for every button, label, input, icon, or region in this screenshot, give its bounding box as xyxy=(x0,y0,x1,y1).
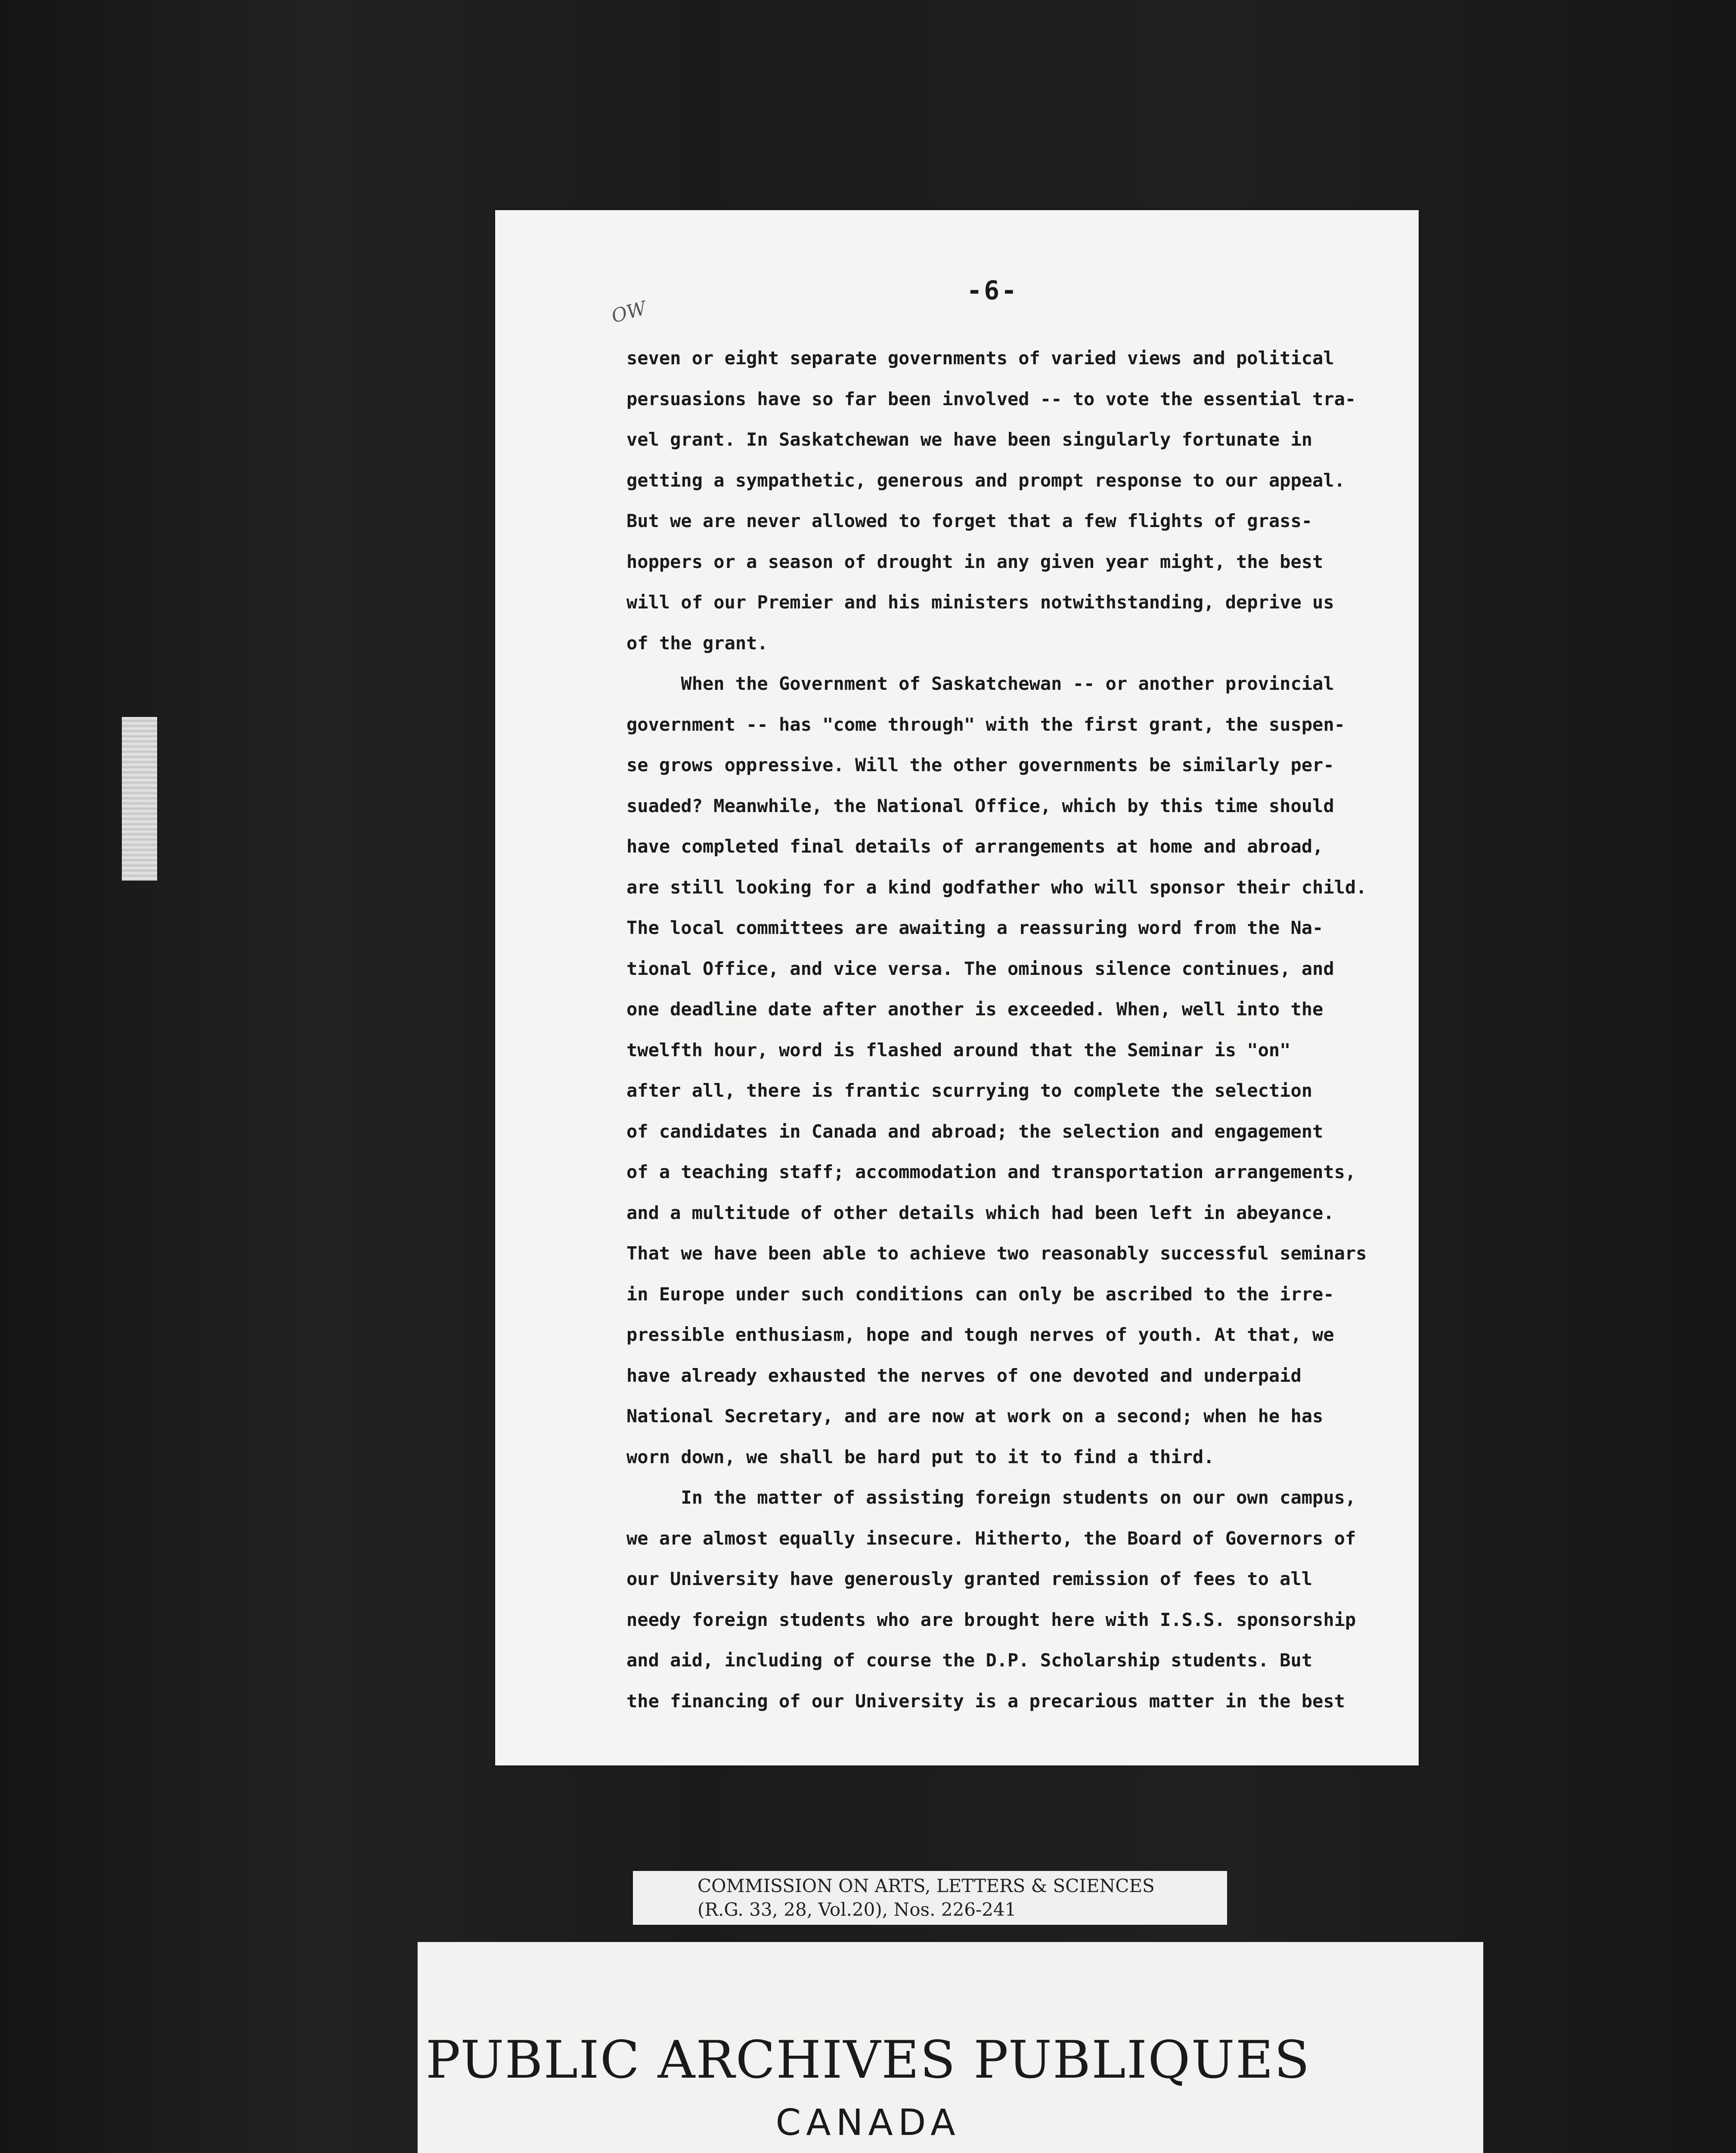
text-line: the financing of our University is a precarious matter in the best xyxy=(626,1690,1345,1712)
text-line: vel grant. In Saskatchewan we have been singularly fortunate in xyxy=(626,429,1313,450)
archive-subtitle: CANADA xyxy=(775,2101,961,2144)
text-line: in Europe under such conditions can only be ascribed to the irre- xyxy=(626,1283,1334,1305)
text-line: needy foreign students who are brought here with I.S.S. sponsorship xyxy=(626,1609,1356,1630)
text-line: In the matter of assisting foreign students on our own campus, xyxy=(626,1487,1356,1508)
text-line: after all, there is frantic scurrying to complete the selection xyxy=(626,1080,1313,1101)
text-line: tional Office, and vice versa. The ominous silence continues, and xyxy=(626,958,1334,979)
archive-title: PUBLIC ARCHIVES PUBLIQUES xyxy=(425,2030,1311,2090)
reference-line-1: COMMISSION ON ARTS, LETTERS & SCIENCES xyxy=(698,1875,1155,1896)
text-line: of candidates in Canada and abroad; the selection and engagement xyxy=(626,1120,1324,1142)
text-line: are still looking for a kind godfather who will sponsor their child. xyxy=(626,876,1367,898)
text-line: our University have generously granted remission of fees to all xyxy=(626,1568,1313,1589)
text-line: persuasions have so far been involved -- to vote the essential tra- xyxy=(626,388,1356,410)
film-edge-strip xyxy=(122,717,157,881)
text-line: pressible enthusiasm, hope and tough nerves of youth. At that, we xyxy=(626,1324,1334,1345)
text-line: we are almost equally insecure. Hitherto, the Board of Governors of xyxy=(626,1527,1356,1549)
text-line: government -- has "come through" with the first grant, the suspen- xyxy=(626,714,1345,735)
text-line: have completed final details of arrangements at home and abroad, xyxy=(626,836,1324,857)
document-body xyxy=(626,338,1470,1722)
text-line: se grows oppressive. Will the other governments be similarly per- xyxy=(626,754,1334,776)
text-line: have already exhausted the nerves of one devoted and underpaid xyxy=(626,1365,1302,1386)
text-line: seven or eight separate governments of varied views and political xyxy=(626,347,1334,369)
text-line: and aid, including of course the D.P. Scholarship students. But xyxy=(626,1650,1313,1671)
text-line: National Secretary, and are now at work on a second; when he has xyxy=(626,1405,1324,1427)
text-line: That we have been able to achieve two reasonably successful seminars xyxy=(626,1243,1367,1264)
text-line: and a multitude of other details which had been left in abeyance. xyxy=(626,1202,1334,1223)
text-line: When the Government of Saskatchewan -- or another provincial xyxy=(626,673,1334,694)
page-number: -6- xyxy=(967,276,1019,306)
text-line: of the grant. xyxy=(626,632,768,654)
text-line: worn down, we shall be hard put to it to find a third. xyxy=(626,1446,1215,1467)
text-line: will of our Premier and his ministers notwithstanding, deprive us xyxy=(626,592,1334,613)
text-line: one deadline date after another is exceeded. When, well into the xyxy=(626,999,1324,1020)
text-line: suaded? Meanwhile, the National Office, which by this time should xyxy=(626,795,1334,816)
text-line: getting a sympathetic, generous and prompt response to our appeal. xyxy=(626,469,1345,491)
text-line: The local committees are awaiting a reassuring word from the Na- xyxy=(626,917,1324,938)
text-line: of a teaching staff; accommodation and transportation arrangements, xyxy=(626,1161,1356,1182)
text-line: But we are never allowed to forget that a few flights of grass- xyxy=(626,510,1313,531)
text-line: hoppers or a season of drought in any given year might, the best xyxy=(626,551,1324,572)
text-line: twelfth hour, word is flashed around that the Seminar is "on" xyxy=(626,1039,1291,1061)
margin-note: OW xyxy=(609,297,649,328)
reference-line-2: (R.G. 33, 28, Vol.20), Nos. 226-241 xyxy=(698,1899,1017,1920)
